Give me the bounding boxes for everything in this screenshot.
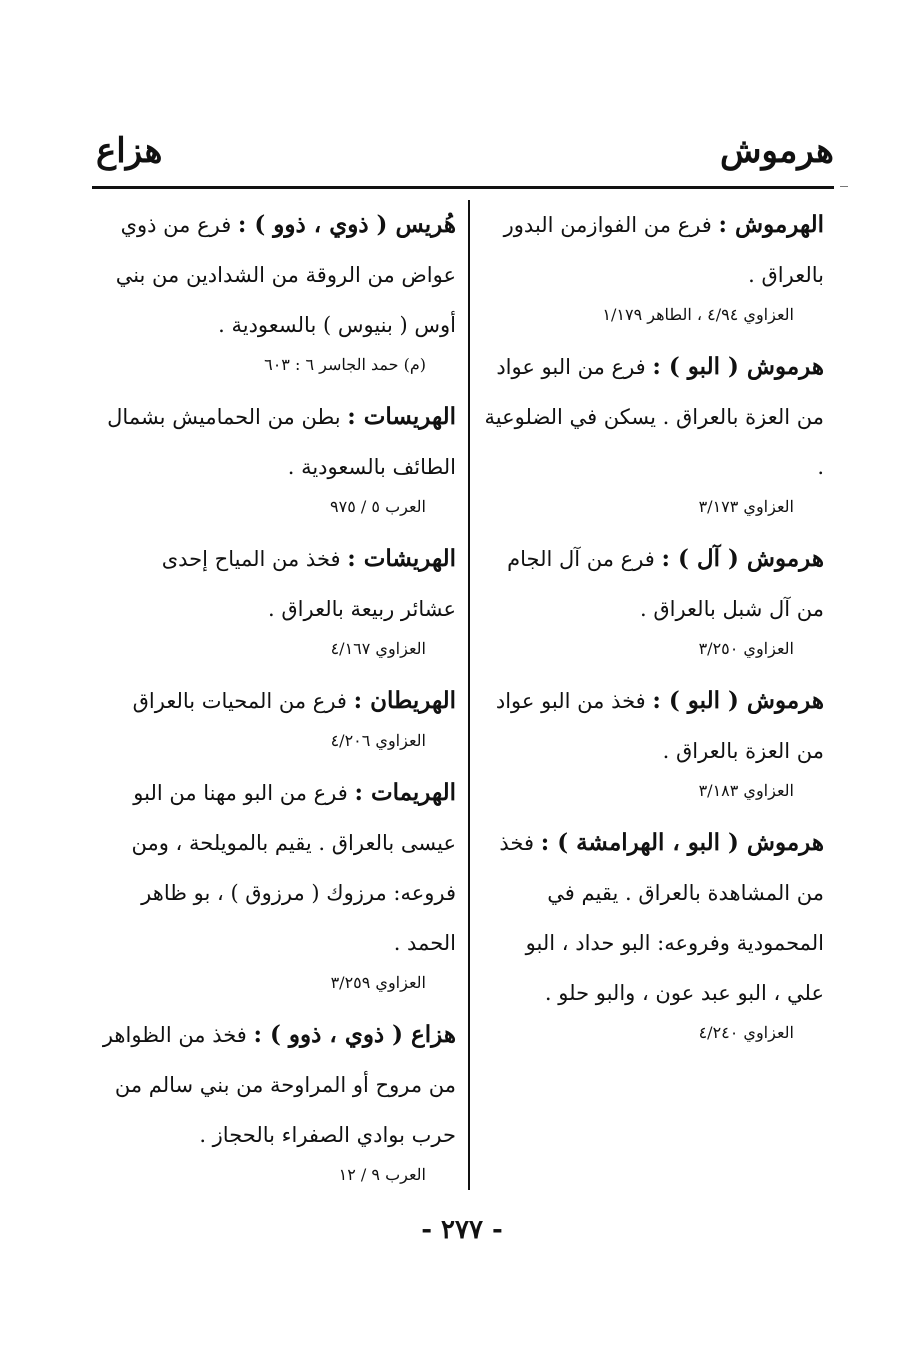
- entry-headword: هزاع ( ذوي ، ذوو ) :: [253, 1021, 456, 1048]
- entry-body: فرع من آل الجام من آل شبل بالعراق .: [507, 547, 824, 621]
- entry-text: [484, 818, 824, 1018]
- entry-text: [100, 534, 456, 634]
- entry-headword: الهريمات :: [354, 779, 456, 806]
- entry-body: فرع من المحيات بالعراق: [132, 689, 354, 713]
- entry-text: [100, 768, 456, 968]
- entry-reference: العزاوي ٣/٢٥٠: [698, 639, 794, 658]
- entry-reference: العرب ٩ / ١٢: [338, 1165, 426, 1184]
- entry-reference: العزاوي ٣/١٨٣: [698, 781, 794, 800]
- entry-text: [100, 200, 456, 350]
- entry: [100, 768, 456, 998]
- entry: [484, 342, 824, 522]
- entry: [100, 200, 456, 380]
- entry-headword: هرموش ( البو ، الهرامشة ) :: [540, 829, 824, 856]
- entry-headword: الهرموش :: [718, 211, 824, 238]
- column-divider: [468, 200, 470, 1190]
- entry-text: [100, 392, 456, 492]
- header-rule: [92, 186, 834, 189]
- entry-reference: العزاوي ٤/٩٤ ، الطاهر ١/١٧٩: [602, 305, 794, 324]
- entry-headword: هرموش ( آل ) :: [661, 545, 824, 572]
- entry-reference: (م) حمد الجاسر ٦ : ٦٠٣: [264, 355, 426, 374]
- entry: [100, 392, 456, 522]
- left-column: [100, 200, 456, 1190]
- entry-body: فرع من البو مهنا من البو عيسى بالعراق . يقيم بالمويلحة ، ومن فروعه: مرزوك ( مرزوق ) ، بو ظاهر الحمد .: [131, 781, 456, 955]
- entry-body: فخذ من البو عواد من العزة بالعراق .: [495, 689, 824, 763]
- running-head-left: هزاع: [96, 131, 163, 171]
- entry: [100, 534, 456, 664]
- page-number: - ٢٧٧ -: [421, 1215, 503, 1245]
- entry-reference: العرب ٥ / ٩٧٥: [330, 497, 426, 516]
- header-rule-tick: [840, 186, 848, 187]
- entry-text: [100, 676, 456, 726]
- entry-body: بطن من الحماميش بشمال الطائف بالسعودية .: [107, 405, 456, 479]
- entry-text: [484, 342, 824, 492]
- entry-headword: هرموش ( البو ) :: [652, 687, 824, 714]
- entry-body: فخذ من الظواهر من مروح أو المراوحة من بني سالم من حرب بوادي الصفراء بالحجاز .: [102, 1023, 456, 1147]
- entry-body: فخذ من المشاهدة بالعراق . يقيم في المحمودية وفروعه: البو حداد ، البو علي ، البو عبد عون ، والبو حلو .: [499, 831, 824, 1005]
- entry-reference: العزاوي ٤/٢٤٠: [698, 1023, 794, 1042]
- entry-reference: العزاوي ٤/١٦٧: [330, 639, 426, 658]
- entry-headword: الهريشات :: [347, 545, 456, 572]
- entry-body: فرع من الفوازمن البدور بالعراق .: [503, 213, 824, 287]
- entry: [484, 676, 824, 806]
- entry: [484, 818, 824, 1048]
- entry-body: فخذ من المياح إحدى عشائر ربيعة بالعراق .: [161, 547, 456, 621]
- entry-body: فرع من البو عواد من العزة بالعراق . يسكن في الضلوعية .: [484, 355, 824, 479]
- running-head-right: هرموش: [720, 131, 834, 171]
- entry-text: [100, 1010, 456, 1160]
- entry-reference: العزاوي ٤/٢٠٦: [330, 731, 426, 750]
- entry-text: [484, 676, 824, 776]
- entry: [484, 534, 824, 664]
- entry-headword: هرموش ( البو ) :: [652, 353, 824, 380]
- entry: [484, 200, 824, 330]
- entry: [100, 1010, 456, 1190]
- entry: [100, 676, 456, 756]
- entry-text: [484, 200, 824, 300]
- entry-headword: الهريسات :: [347, 403, 456, 430]
- entry-reference: العزاوي ٣/١٧٣: [698, 497, 794, 516]
- right-column: [484, 200, 824, 1190]
- entry-headword: هُريس ( ذوي ، ذوو ) :: [237, 211, 456, 238]
- entry-body: فرع من ذوي عواض من الروقة من الشدادين من بني أوس ( بنيوس ) بالسعودية .: [115, 213, 456, 337]
- entry-reference: العزاوي ٣/٢٥٩: [330, 973, 426, 992]
- entry-text: [484, 534, 824, 634]
- entry-headword: الهريطان :: [353, 687, 456, 714]
